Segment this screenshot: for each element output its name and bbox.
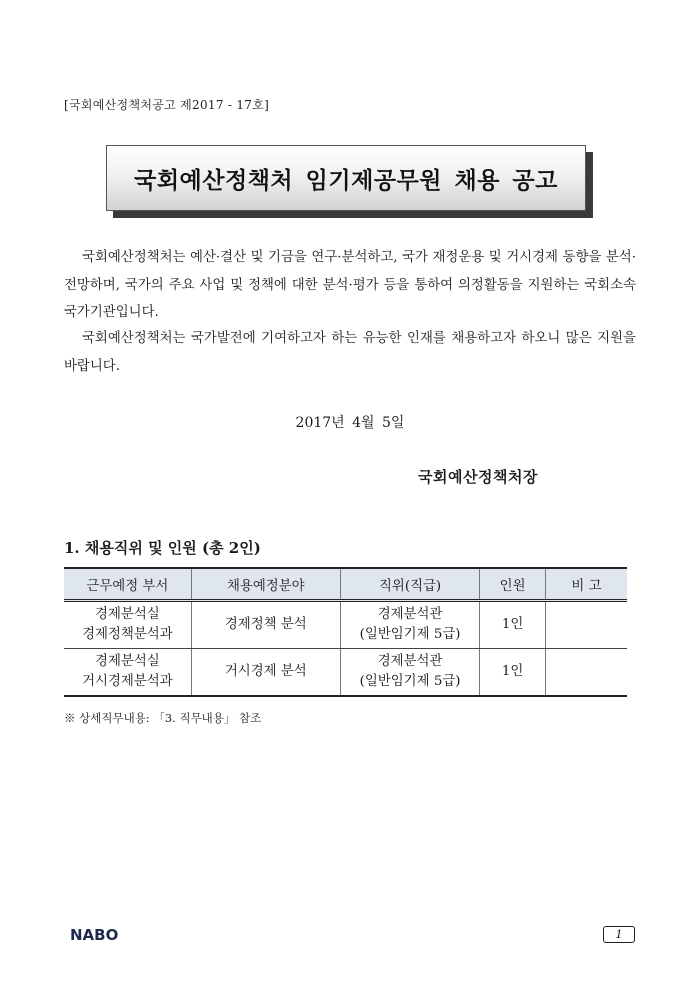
position-line1: 경제분석관 <box>377 654 443 669</box>
header-note: 비 고 <box>545 568 627 601</box>
count-cell: 1인 <box>480 601 546 649</box>
page-number: 1 <box>603 926 635 943</box>
notice-number: [국회예산정책처공고 제2017 - 17호] <box>64 98 270 112</box>
dept-line1: 경제분석실 <box>95 607 160 622</box>
signer: 국회예산정책처장 <box>418 468 538 486</box>
dept-cell <box>64 601 191 649</box>
dept-line2: 거시경제분석과 <box>82 674 173 689</box>
field-cell: 거시경제 분석 <box>191 649 340 697</box>
table-row <box>64 649 627 697</box>
header-position: 직위(직급) <box>340 568 480 601</box>
recruitment-table <box>64 567 627 697</box>
header-dept: 근무예정 부서 <box>64 568 191 601</box>
page-title: 국회예산정책처 임기제공무원 채용 공고 <box>134 167 558 194</box>
title-box <box>106 145 586 211</box>
invitation-paragraph-text: 국회예산정책처는 국가발전에 기여하고자 하는 유능한 인재를 채용하고자 하오니 많은 지원을 바랍니다. <box>64 331 636 374</box>
note-cell <box>545 601 627 649</box>
position-cell <box>340 649 480 697</box>
position-line2: (일반임기제 5급) <box>359 627 461 642</box>
field-cell: 경제정책 분석 <box>191 601 340 649</box>
dept-cell <box>64 649 191 697</box>
intro-paragraph-text: 국회예산정책처는 예산·결산 및 기금을 연구·분석하고, 국가 재정운용 및 거시경제 동향을 분석·전망하며, 국가의 주요 사업 및 정책에 대한 분석·평가 등을 통하여 의정활동을 지원하는 국회소속 국가기관입니다. <box>64 250 636 320</box>
header-count: 인원 <box>480 568 546 601</box>
nabo-logo-text: NABO <box>70 926 119 943</box>
intro-paragraph <box>64 244 636 327</box>
invitation-paragraph <box>64 325 636 380</box>
dept-line1: 경제분석실 <box>95 654 160 669</box>
notice-date: 2017년 4월 5일 <box>295 415 405 431</box>
header-field: 채용예정분야 <box>191 568 340 601</box>
section-title: 1. 채용직위 및 인원 (총 2인) <box>64 539 261 557</box>
dept-line2: 경제정책분석과 <box>82 627 173 642</box>
table-row <box>64 601 627 649</box>
position-line1: 경제분석관 <box>377 607 443 622</box>
nabo-logo <box>70 925 130 943</box>
count-cell: 1인 <box>480 649 546 697</box>
footnote: ※ 상세직무내용: 「3. 직무내용」 참조 <box>64 711 262 725</box>
position-cell <box>340 601 480 649</box>
note-cell <box>545 649 627 697</box>
position-line2: (일반임기제 5급) <box>359 674 461 689</box>
table-header-row <box>64 568 627 601</box>
